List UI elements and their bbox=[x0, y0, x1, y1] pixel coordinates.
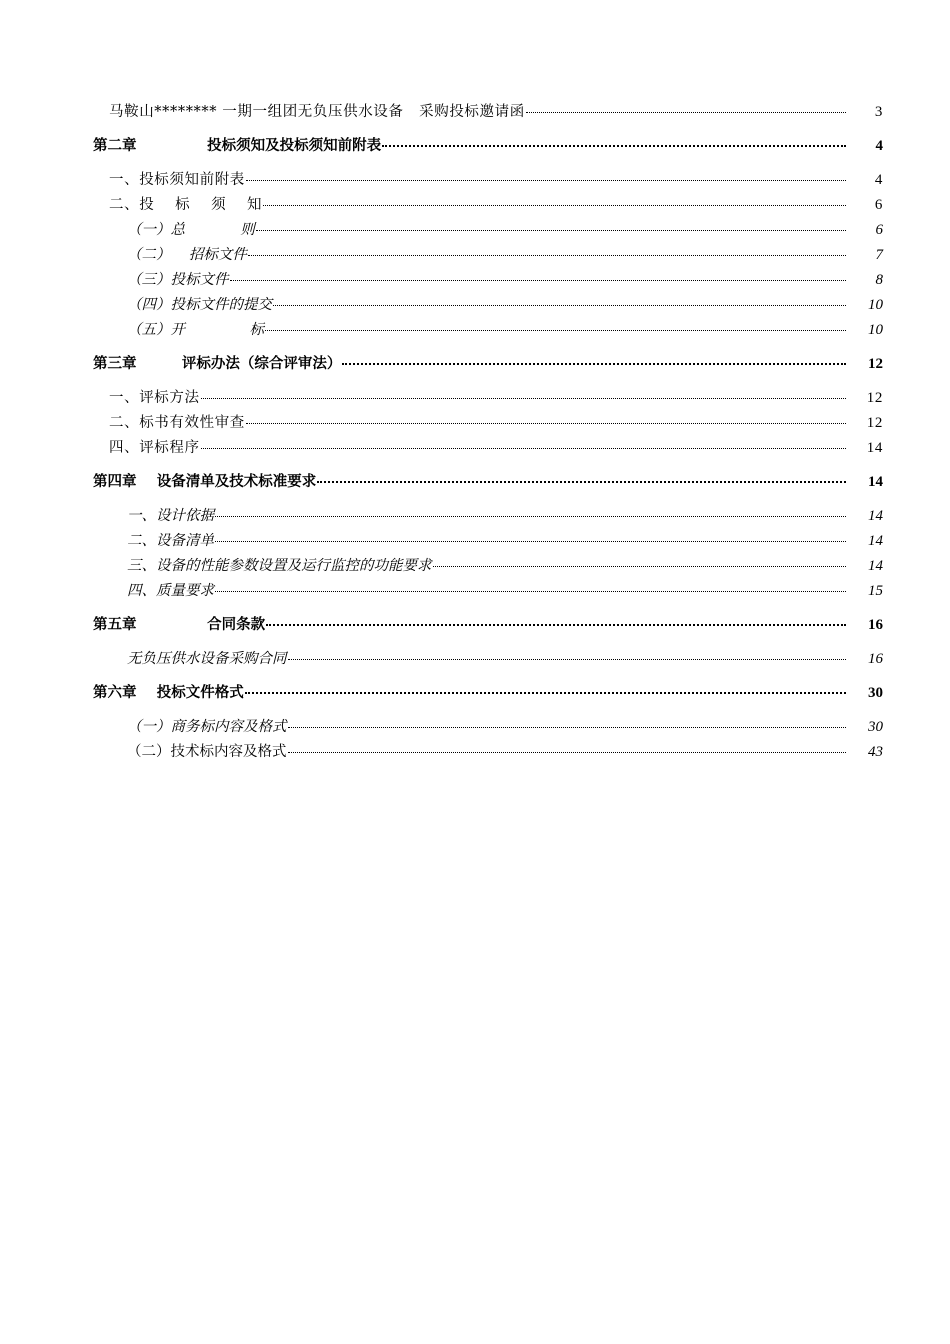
toc-entry[interactable] bbox=[93, 742, 883, 762]
toc-entry-page: 10 bbox=[868, 297, 883, 313]
dot-leader bbox=[317, 481, 846, 483]
dot-leader bbox=[246, 423, 846, 424]
toc-entry-page: 15 bbox=[868, 583, 883, 599]
toc-entry[interactable] bbox=[93, 320, 883, 340]
toc-entry-title: （二）技术标内容及格式 bbox=[127, 744, 287, 760]
toc-entry[interactable] bbox=[93, 531, 883, 551]
toc-chapter-3[interactable] bbox=[93, 354, 883, 374]
toc-entry[interactable] bbox=[93, 388, 883, 408]
toc-entry-invitation[interactable] bbox=[93, 102, 883, 122]
toc-entry-title: 一、评标方法 bbox=[109, 390, 200, 406]
toc-entry-title: 马鞍山******** 一期一组团无负压供水设备 采购投标邀请函 bbox=[109, 104, 525, 120]
dot-leader bbox=[263, 205, 846, 206]
dot-leader bbox=[288, 727, 847, 728]
toc-entry-title: （二） 招标文件 bbox=[127, 247, 247, 263]
toc-entry[interactable] bbox=[93, 170, 883, 190]
toc-entry-page: 16 bbox=[868, 651, 883, 667]
dot-leader bbox=[215, 516, 846, 517]
toc-entry-page: 14 bbox=[866, 440, 883, 456]
dot-leader bbox=[342, 363, 846, 365]
toc-entry[interactable] bbox=[93, 245, 883, 265]
dot-leader bbox=[266, 624, 846, 626]
dot-leader bbox=[382, 145, 846, 147]
toc-entry-title: 一、投标须知前附表 bbox=[109, 172, 245, 188]
dot-leader bbox=[273, 305, 846, 306]
toc-entry[interactable] bbox=[93, 438, 883, 458]
toc-entry-page: 6 bbox=[874, 197, 883, 213]
toc-entry[interactable] bbox=[93, 413, 883, 433]
dot-leader bbox=[246, 180, 846, 181]
toc-chapter-4[interactable] bbox=[93, 472, 883, 492]
toc-entry[interactable] bbox=[93, 220, 883, 240]
toc-entry[interactable] bbox=[93, 717, 883, 737]
toc-entry[interactable] bbox=[93, 295, 883, 315]
dot-leader bbox=[526, 112, 846, 113]
toc-entry-title: 四、评标程序 bbox=[109, 440, 200, 456]
toc-entry-title: （五）开 标 bbox=[127, 322, 265, 338]
dot-leader bbox=[288, 752, 847, 753]
toc-entry-title: 第五章 合同条款 bbox=[93, 616, 266, 633]
dot-leader bbox=[215, 541, 846, 542]
toc-entry-title: 二、设备清单 bbox=[127, 533, 214, 549]
toc-entry-page: 30 bbox=[868, 719, 883, 735]
toc-chapter-6[interactable] bbox=[93, 683, 883, 703]
toc-entry-title: 一、设计依据 bbox=[127, 508, 214, 524]
dot-leader bbox=[433, 566, 847, 567]
toc-entry-page: 7 bbox=[875, 247, 883, 263]
toc-entry-title: 四、质量要求 bbox=[127, 583, 214, 599]
toc-entry-title: （一）总 则 bbox=[127, 222, 255, 238]
toc-entry[interactable] bbox=[93, 581, 883, 601]
toc-entry[interactable] bbox=[93, 195, 883, 215]
dot-leader bbox=[230, 280, 847, 281]
dot-leader bbox=[248, 255, 846, 256]
dot-leader bbox=[245, 692, 846, 694]
toc-entry-page: 14 bbox=[868, 474, 883, 490]
toc-entry-page: 43 bbox=[868, 744, 883, 760]
toc-entry[interactable] bbox=[93, 506, 883, 526]
toc-entry-title: 第三章 评标办法（综合评审法） bbox=[93, 355, 342, 372]
toc-entry-title: （四）投标文件的提交 bbox=[127, 297, 272, 313]
toc-entry-title: （三）投标文件 bbox=[127, 272, 229, 288]
toc-entry-title: （一）商务标内容及格式 bbox=[127, 719, 287, 735]
toc-entry-page: 12 bbox=[866, 415, 883, 431]
toc-entry-title: 无负压供水设备采购合同 bbox=[127, 651, 287, 667]
dot-leader bbox=[215, 591, 846, 592]
toc-entry[interactable] bbox=[93, 270, 883, 290]
dot-leader bbox=[256, 230, 846, 231]
toc-entry-title: 第四章 设备清单及技术标准要求 bbox=[93, 473, 317, 490]
toc-entry-title: 二、标书有效性审查 bbox=[109, 415, 245, 431]
toc-entry-page: 14 bbox=[868, 508, 883, 524]
toc-chapter-2[interactable] bbox=[93, 136, 883, 156]
toc-entry[interactable] bbox=[93, 649, 883, 669]
dot-leader bbox=[201, 398, 846, 399]
toc-entry-page: 14 bbox=[868, 533, 883, 549]
toc-entry-page: 6 bbox=[875, 222, 883, 238]
dot-leader bbox=[288, 659, 847, 660]
toc-entry-page: 14 bbox=[868, 558, 883, 574]
toc-entry-page: 10 bbox=[868, 322, 883, 338]
toc-chapter-5[interactable] bbox=[93, 615, 883, 635]
toc-entry[interactable] bbox=[93, 556, 883, 576]
toc-entry-page: 30 bbox=[868, 685, 883, 701]
toc-entry-title: 三、设备的性能参数设置及运行监控的功能要求 bbox=[127, 558, 432, 574]
dot-leader bbox=[265, 330, 846, 331]
toc-entry-page: 8 bbox=[875, 272, 883, 288]
toc-entry-page: 4 bbox=[874, 172, 883, 188]
toc-entry-page: 12 bbox=[868, 356, 883, 372]
toc-entry-title: 二、投 标 须 知 bbox=[109, 197, 263, 213]
dot-leader bbox=[201, 448, 846, 449]
toc-entry-title: 第二章 投标须知及投标须知前附表 bbox=[93, 137, 382, 154]
toc-entry-page: 4 bbox=[875, 138, 883, 154]
toc-entry-title: 第六章 投标文件格式 bbox=[93, 684, 244, 701]
toc-entry-page: 12 bbox=[866, 390, 883, 406]
toc-entry-page: 3 bbox=[874, 104, 883, 120]
toc-entry-page: 16 bbox=[868, 617, 883, 633]
table-of-contents bbox=[93, 98, 883, 762]
